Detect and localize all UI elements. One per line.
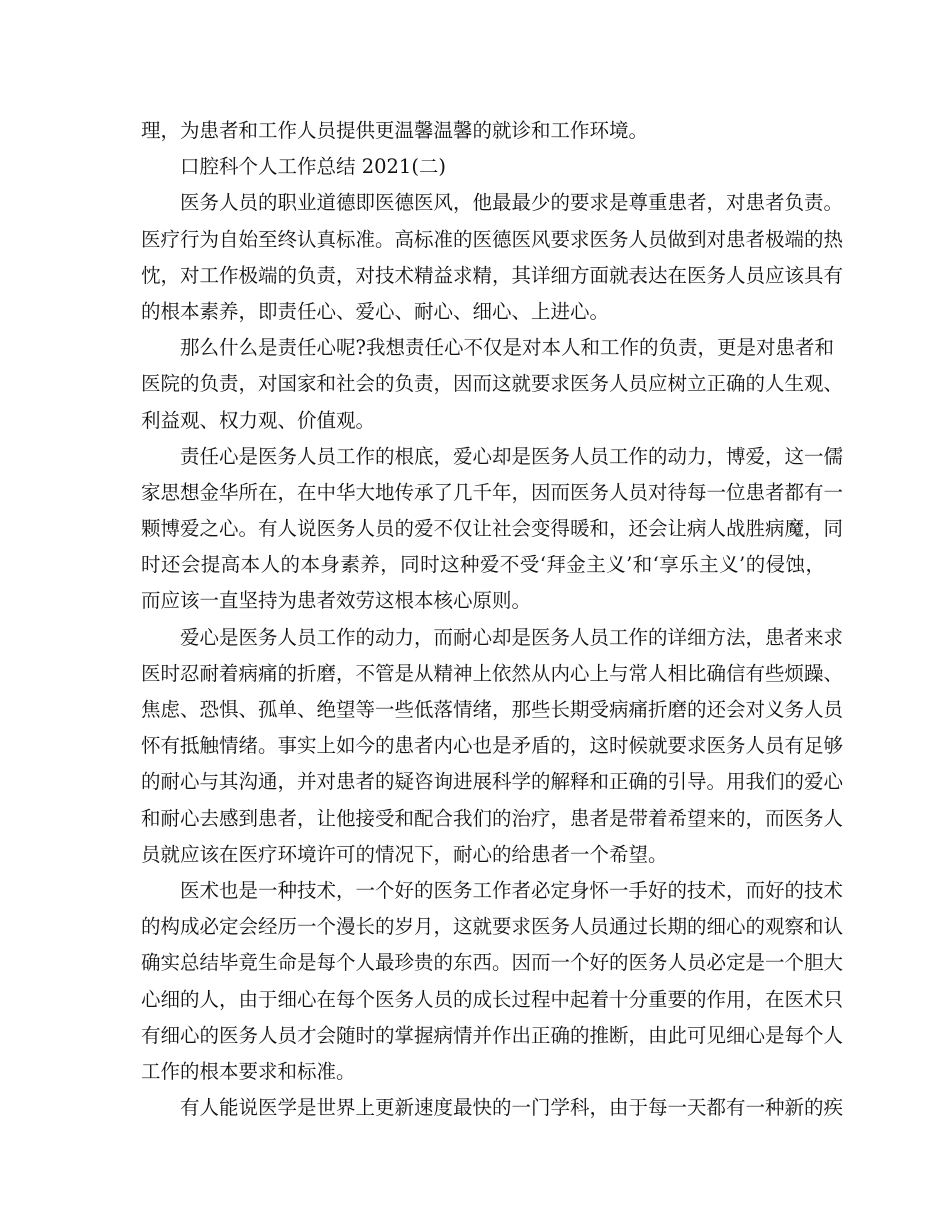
text-line: 的构成必定会经历一个漫长的岁月，这就要求医务人员通过长期的细心的观察和认 [141, 915, 844, 939]
text-line: 焦虑、恐惧、孤单、绝望等一些低落情绪，那些长期受病痛折磨的还会对义务人员 [141, 698, 844, 721]
text-line: 理，为患者和工作人员提供更温馨温馨的就诊和工作环境。 [141, 119, 649, 142]
text-line: 医疗行为自始至终认真标准。高标准的医德医风要求医务人员做到对患者极端的热 [141, 227, 844, 251]
body-text [141, 113, 844, 1126]
text-line: 责任心是医务人员工作的根底，爱心却是医务人员工作的动力，博爱，这一儒 [180, 444, 844, 468]
text-line: 那么什么是责任心呢?我想责任心不仅是对本人和工作的负责，更是对患者和 [180, 336, 834, 360]
text-line: 口腔科个人工作总结 2021(二) [180, 155, 447, 179]
text-line: 爱心是医务人员工作的动力，而耐心却是医务人员工作的详细方法，患者来求 [180, 625, 844, 649]
text-line: 员就应该在医疗环境许可的情况下，耐心的给患者一个希望。 [141, 842, 668, 866]
text-line: 和耐心去感到患者，让他接受和配合我们的治疗，患者是带着希望来的，而医务人 [141, 806, 844, 830]
text-line: 的耐心与其沟通，并对患者的疑咨询进展科学的解释和正确的引导。用我们的爱心 [141, 770, 844, 794]
text-line: 利益观、权力观、价值观。 [141, 408, 376, 432]
text-line: 家思想金华所在，在中华大地传承了几千年，因而医务人员对待每一位患者都有一 [141, 480, 844, 504]
text-line: 怀有抵触情绪。事实上如今的患者内心也是矛盾的，这时候就要求医务人员有足够 [141, 734, 844, 758]
text-line: 忱，对工作极端的负责，对技术精益求精，其详细方面就表达在医务人员应该具有 [141, 263, 844, 287]
text-line: 医院的负责，对国家和社会的负责，因而这就要求医务人员应树立正确的人生观、 [141, 372, 844, 396]
text-line: 而应该一直坚持为患者效劳这根本核心原则。 [141, 589, 532, 613]
text-line: 有人能说医学是世界上更新速度最快的一门学科，由于每一天都有一种新的疾 [180, 1096, 844, 1120]
text-line: 工作的根本要求和标准。 [141, 1059, 356, 1083]
text-line: 有细心的医务人员才会随时的掌握病情并作出正确的推断，由此可见细心是每个人 [141, 1023, 844, 1047]
text-line: 时还会提高本人的本身素养，同时这种爱不受‘拜金主义’和‘享乐主义’的侵蚀， [141, 553, 825, 577]
text-line: 确实总结毕竟生命是每个人最珍贵的东西。因而一个好的医务人员必定是一个胆大 [141, 951, 844, 975]
text-line: 心细的人，由于细心在每个医务人员的成长过程中起着十分重要的作用，在医术只 [141, 987, 844, 1011]
text-line: 医时忍耐着病痛的折磨，不管是从精神上依然从内心上与常人相比确信有些烦躁、 [141, 661, 844, 685]
text-line: 医术也是一种技术，一个好的医务工作者必定身怀一手好的技术，而好的技术 [180, 878, 844, 902]
text-line: 医务人员的职业道德即医德医风，他最最少的要求是尊重患者，对患者负责。 [180, 191, 844, 215]
text-line: 颗博爱之心。有人说医务人员的爱不仅让社会变得暖和，还会让病人战胜病魔，同 [141, 517, 844, 541]
text-line: 的根本素养，即责任心、爱心、耐心、细心、上进心。 [141, 299, 610, 323]
